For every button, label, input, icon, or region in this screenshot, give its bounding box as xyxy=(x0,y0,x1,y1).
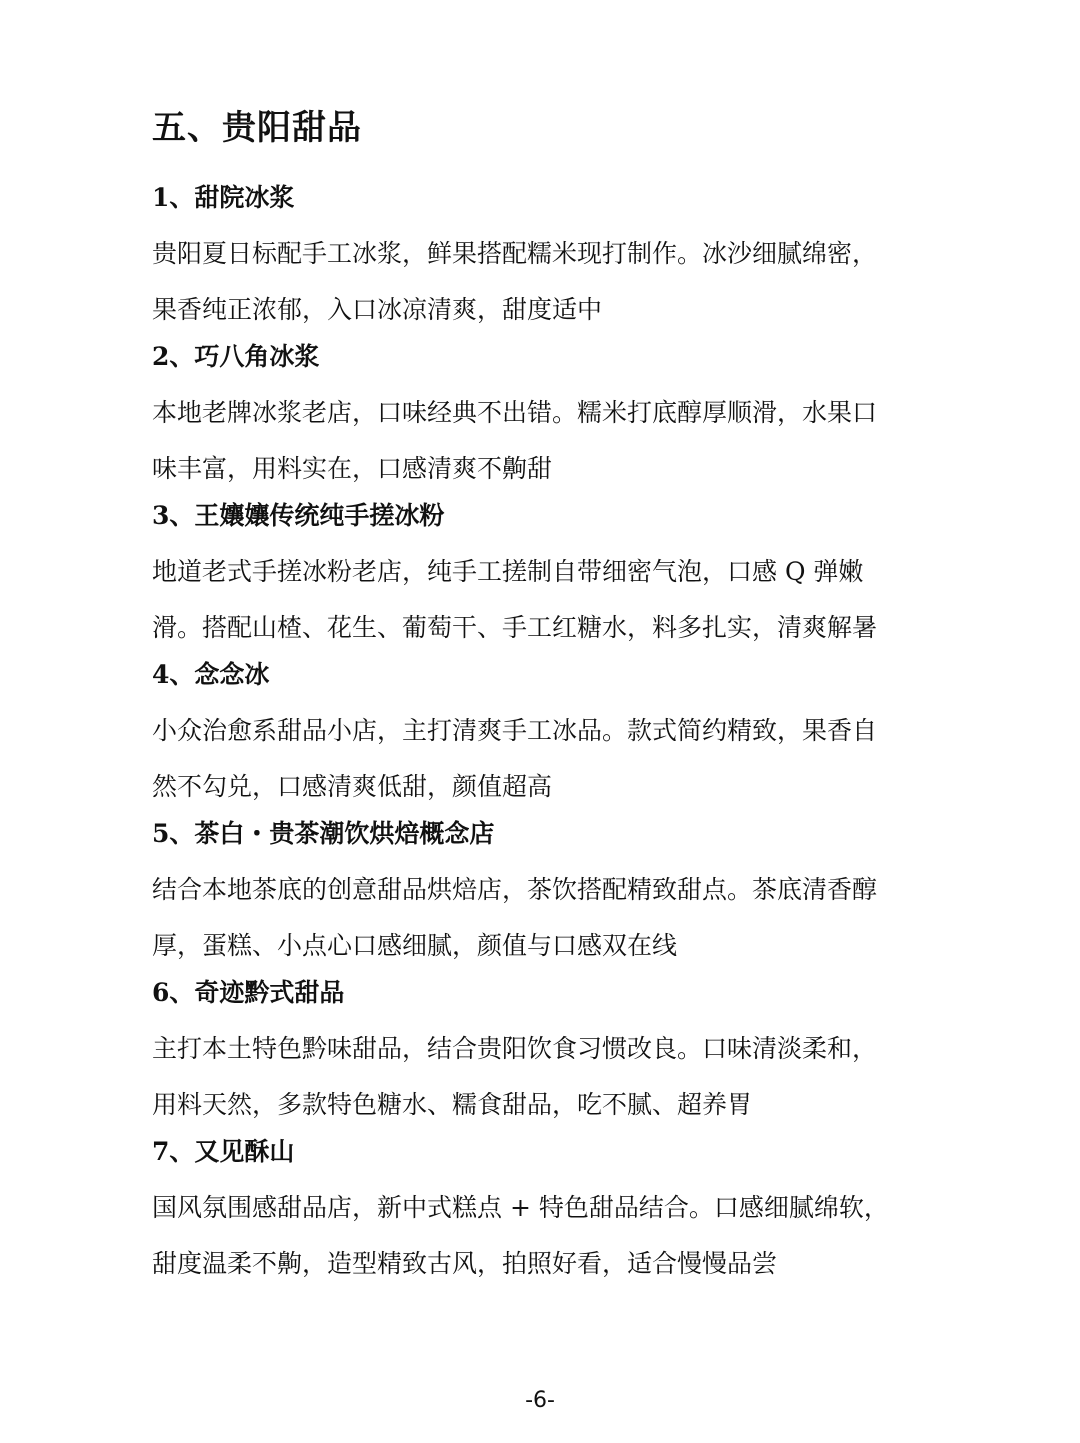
section-body xyxy=(152,385,942,497)
section-body xyxy=(152,862,942,974)
section-heading: 5、茶白・贵茶潮饮烘焙概念店 xyxy=(152,819,495,848)
section-qiji-qianshi-tianpin xyxy=(152,965,942,1133)
body-line: 厚，蛋糕、小点心口感细腻，颜值与口感双在线 xyxy=(152,931,678,960)
body-line: 贵阳夏日标配手工冰浆，鲜果搭配糯米现打制作。冰沙细腻绵密， xyxy=(152,239,878,268)
body-line: 然不勾兑，口感清爽低甜，颜值超高 xyxy=(152,772,553,801)
section-wang-niangniang-bingfen xyxy=(152,488,942,656)
section-youjian-sushan xyxy=(152,1124,942,1292)
section-body xyxy=(152,1180,942,1292)
body-line: 味丰富，用料实在，口感清爽不齁甜 xyxy=(152,454,553,483)
body-line: 甜度温柔不齁，造型精致古风，拍照好看，适合慢慢品尝 xyxy=(152,1249,778,1278)
body-line: 国风氛围感甜品店，新中式糕点 + 特色甜品结合。口感细腻绵软， xyxy=(152,1193,889,1222)
section-heading: 7、又见酥山 xyxy=(152,1137,295,1166)
section-heading: 6、奇迹黔式甜品 xyxy=(152,978,345,1007)
body-line: 小众治愈系甜品小店，主打清爽手工冰品。款式简约精致，果香自 xyxy=(152,716,878,745)
section-heading: 4、念念冰 xyxy=(152,660,270,689)
body-line: 地道老式手搓冰粉老店，纯手工搓制自带细密气泡，口感 Q 弹嫩 xyxy=(152,557,864,586)
section-qiaobajiao-bingjiang xyxy=(152,329,942,497)
section-heading: 2、巧八角冰浆 xyxy=(152,342,320,371)
page-title: 五、贵阳甜品 xyxy=(152,108,362,148)
section-body xyxy=(152,703,942,815)
body-line: 用料天然，多款特色糖水、糯食甜品，吃不腻、超养胃 xyxy=(152,1090,753,1119)
section-body xyxy=(152,544,942,656)
section-chabai-guicha xyxy=(152,806,942,974)
section-niannian-bing xyxy=(152,647,942,815)
body-line: 结合本地茶底的创意甜品烘焙店，茶饮搭配精致甜点。茶底清香醇 xyxy=(152,875,878,904)
body-line: 果香纯正浓郁，入口冰凉清爽，甜度适中 xyxy=(152,295,603,324)
section-heading: 3、王孃孃传统纯手搓冰粉 xyxy=(152,501,445,530)
section-heading: 1、甜院冰浆 xyxy=(152,183,295,212)
section-tianyuan-bingjiang xyxy=(152,170,942,338)
section-body xyxy=(152,1021,942,1133)
body-line: 滑。搭配山楂、花生、葡萄干、手工红糖水，料多扎实，清爽解暑 xyxy=(152,613,878,642)
body-line: 主打本土特色黔味甜品，结合贵阳饮食习惯改良。口味清淡柔和， xyxy=(152,1034,878,1063)
page-number: -6- xyxy=(525,1388,555,1413)
section-body xyxy=(152,226,942,338)
body-line: 本地老牌冰浆老店，口味经典不出错。糯米打底醇厚顺滑，水果口 xyxy=(152,398,878,427)
